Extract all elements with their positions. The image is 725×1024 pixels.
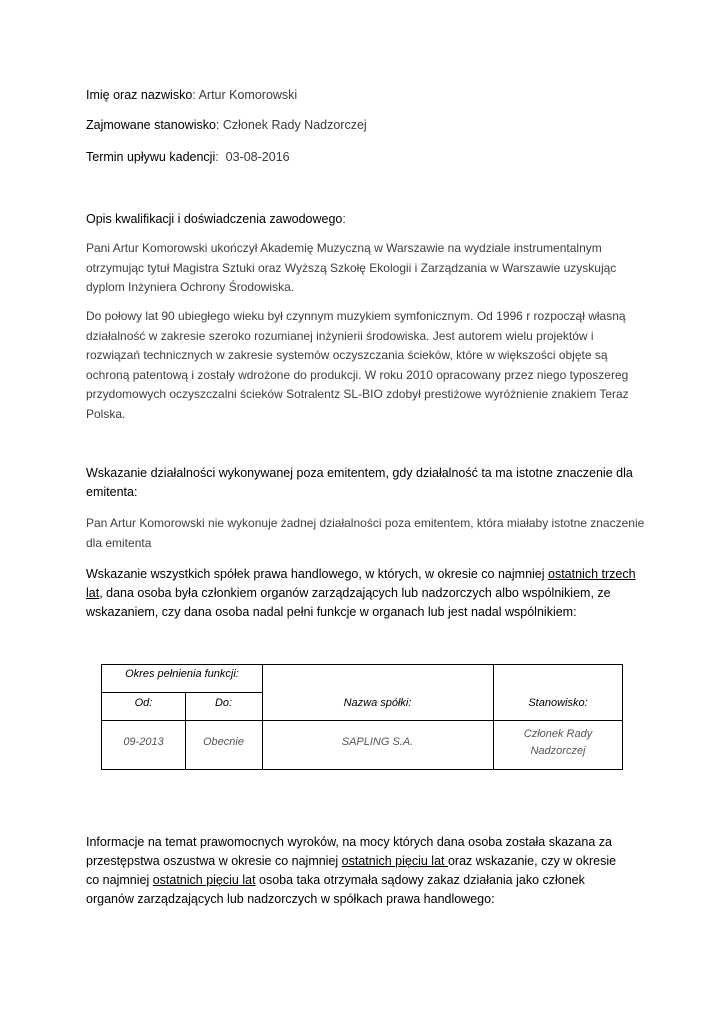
outside-activity-heading: Wskazanie działalności wykonywanej poza emitentem, gdy działalność ta ma istotne znaczenie dla emitenta: [86, 466, 633, 499]
outside-activity-text: Pan Artur Komorowski nie wykonuje żadnej działalności poza emitentem, która miałaby istotne znaczenie dla emitenta [86, 516, 645, 550]
companies-table [101, 664, 623, 770]
companies-heading-part2: , dana osoba była członkiem organów zarządzających lub nadzorczych albo wspólnikiem, ze wskazaniem, czy dana osoba nadal pełni funkcje w organach lub jest nadal wspólnikiem: [86, 586, 611, 619]
convictions-heading-underlined-2: ostatnich pięciu lat [152, 873, 256, 887]
field-position-sep: : [215, 118, 223, 132]
table-role-header: Stanowisko: [528, 697, 588, 709]
table-cell-company: SAPLING S.A. [341, 736, 414, 748]
field-name-label: Imię oraz nazwisko [86, 88, 193, 102]
field-name-value: Artur Komorowski [198, 88, 298, 102]
field-position-label: Zajmowane stanowisko [86, 118, 216, 132]
field-name-sep: : [192, 88, 199, 102]
table-from-header: Od: [134, 697, 153, 709]
field-term-value: 03-08-2016 [225, 150, 290, 164]
qualifications-paragraph-2: Do połowy lat 90 ubiegłego wieku był czynnym muzykiem symfonicznym. Od 1996 r rozpoczął własną działalność w zakresie szeroko rozumianej inżynierii środowiska. Jest autorem wielu projektów i rozwiązań technicznych w zakresie systemów oczyszczania ścieków, które w większości objęte są ochroną patentową i zostały wdrożone do produkcji. W roku 2010 opracowany przez niego typoszereg przydomowych oczyszczalni ścieków Sotralentz SL-BIO zdobył prestiżowe wyróżnienie znakiem Teraz Polska. [86, 309, 629, 421]
table-divider [262, 665, 263, 769]
table-cell-role [493, 726, 623, 760]
companies-heading-underlined: ostatnich trzech lat [86, 567, 636, 600]
table-company-header: Nazwa spółki: [343, 697, 412, 709]
field-term-sep: : [215, 150, 226, 164]
table-cell-role-line1: Członek Rady [523, 728, 593, 740]
field-term [86, 150, 290, 164]
table-to-header: Do: [214, 697, 233, 709]
qualifications-heading-text: Opis kwalifikacji i doświadczenia zawodowego [86, 212, 343, 226]
table-divider [102, 720, 622, 721]
table-period-header: Okres pełnienia funkcji: [125, 668, 239, 680]
qualifications-heading-colon: : [342, 212, 346, 226]
table-divider [102, 692, 262, 693]
table-cell-from: 09-2013 [123, 736, 164, 748]
convictions-heading-part1: Informacje na temat prawomocnych wyroków, na mocy których dana osoba została skazana za przestępstwa oszustwa w okresie co najmniej [86, 835, 612, 868]
companies-heading-part1: Wskazanie wszystkich spółek prawa handlowego, w których, w okresie co najmniej [86, 567, 548, 581]
qualifications-paragraph-1: Pani Artur Komorowski ukończył Akademię Muzyczną w Warszawie na wydziale instrumentalnym otrzymując tytuł Magistra Sztuki oraz Wyższą Szkołę Ekologii i Zarządzania w Warszawie uzyskując dyplom Inżyniera Ochrony Środowiska. [86, 241, 617, 294]
convictions-heading-part2: oraz wskazanie, czy w okresie co najmniej [86, 854, 617, 887]
convictions-heading-part3: osoba taka otrzymała sądowy zakaz działania jako członek organów zarządzających lub nadzorczych w spółkach prawa handlowego: [86, 873, 585, 906]
field-term-label: Termin upływu kadencji [86, 150, 216, 164]
field-position-value: Członek Rady Nadzorczej [222, 118, 367, 132]
convictions-heading [86, 833, 626, 909]
table-cell-role-line2: Nadzorczej [530, 745, 586, 757]
field-position [86, 118, 367, 132]
convictions-heading-underlined-1: ostatnich pięciu lat [341, 854, 448, 868]
field-name [86, 88, 297, 102]
companies-heading [86, 565, 651, 622]
table-cell-to: Obecnie [203, 736, 244, 748]
qualifications-heading [86, 210, 346, 229]
